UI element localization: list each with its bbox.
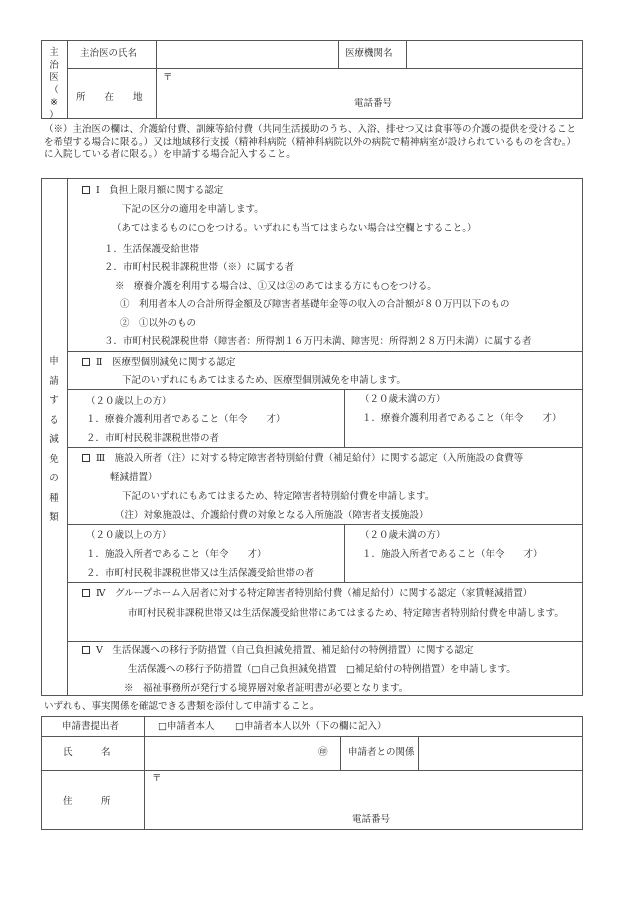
section-1-line: ② ①以外のもの [120,318,197,329]
section-3-checkbox[interactable] [82,454,90,462]
section-2-over20-item: １．療養介護利用者であること（年令 才） [86,414,286,425]
submitter-row-divider [41,736,583,737]
section-1-line: ① 利用者本人の合計所得金額及び障害者基礎年金等の収入の合計額が８０万円以下のもの [120,299,510,310]
section-2-checkbox[interactable] [82,358,90,366]
section-divider [67,447,583,448]
section-3-title: Ⅲ 施設入所者（注）に対する特定障害者特別給付費（補足給付）に関する認定（入所施設の食費等 [82,453,523,465]
submitter-phone-label: 電話番号 [352,814,391,825]
section-1-line: １．生活保護受給世帯 [104,244,200,255]
submitter-col-divider [418,736,419,770]
institution-label: 医療機関名 [345,48,393,59]
section-4-checkbox[interactable] [82,589,90,597]
section-divider [67,351,583,352]
section-divider [67,641,583,642]
section-4-title: Ⅳ グループホーム入居者に対する特定障害者特別給付費（補足給付）に関する認定（家賃軽減措置） [82,588,532,600]
doctor-col-divider [67,40,68,119]
section-2-under20-item: １．療養介護利用者であること（年令 才） [362,413,562,424]
relation-label: 申請者との関係 [348,747,415,758]
section-5-note: ※ 福祉事務所が発行する境界層対象者証明書が必要となります。 [124,683,409,694]
institution-field[interactable] [408,41,582,67]
section-divider [67,582,583,583]
submitter-option-other[interactable]: □申請者本人以外（下の欄に記入） [235,721,387,732]
doctor-col-divider [338,40,339,68]
doctor-side-label: 主 治 医 （ ※ ） [49,47,59,121]
section-1-checkbox[interactable] [82,186,90,194]
doctor-row-divider [67,68,583,69]
section-1-line: 下記の区分の適用を申請します。 [122,204,264,215]
section-2-line: 下記のいずれにもあてはまるため、医療型個別減免を申請します。 [122,375,406,386]
section-5-line: 生活保護への移行予防措置（□自己負担減免措置 □補足給付の特例措置）を申請します。 [128,664,516,675]
reduction-side-label: 申 請 す る 減 免 の 種 類 [49,356,59,523]
section-4-line: 市町村民税非課税世帯又は生活保護受給世帯にあてはまるため、特定障害者特別給付費を申請します。 [128,608,564,619]
section-1-line: ※ 療養介護を利用する場合は、①又は②のあてはまる方にも○をつける。 [115,281,437,292]
section-3-line: 下記のいずれにもあてはまるため、特定障害者特別給付費を申請します。 [122,491,435,502]
seal-mark: ㊞ [318,747,328,758]
doctor-note: （※）主治医の欄は、介護給付費、訓練等給付費（共同生活援助のうち、入浴、排せつ又は食事等の介護の提供を受けることを希望する場合に限る。）又は地域移行支援（精神科病院（精神科病院以外の病院で精神病室が設けられているものを含む。）に入院している者に限る。）を申請する場合記入すること。 [44,124,577,160]
section-2-over20-label: （２０歳以上の方） [86,396,172,407]
submitter-option-self[interactable]: □申請者本人 [158,721,215,732]
section-5-checkbox[interactable] [82,646,90,654]
doctor-phone-label: 電話番号 [354,98,393,109]
doctor-col-divider [406,40,407,68]
section-2-subdivider [67,389,583,390]
submitter-col-divider [144,716,145,830]
submitter-name-label: 氏 名 [63,747,111,758]
doctor-name-label: 主治医の氏名 [80,48,138,59]
doctor-address-label: 所 在 地 [76,92,143,103]
section-1-title: Ⅰ 負担上限月額に関する認定 [82,185,223,197]
section-1-line: ３．市町村民税課税世帯（障害者：所得割１６万円未満、障害児：所得割２８万円未満）に属する者 [104,336,532,347]
section-2-subdivider [344,389,345,447]
submitter-address-label: 住 所 [63,796,111,807]
section-3-subdivider [344,524,345,582]
doctor-address-field[interactable] [158,70,582,118]
section-3-note: （注）対象施設は、介護給付費の対象となる入所施設（障害者支援施設） [115,510,429,521]
submitter-label: 申請書提出者 [62,721,120,732]
section-3-over20-label: （２０歳以上の方） [86,530,172,541]
section-1-line: ２．市町村民税非課税世帯（※）に属する者 [104,262,295,273]
submitter-row-divider [41,770,583,771]
section-3-title-cont: 軽減措置） [110,472,158,483]
section-3-under20-item: １．施設入所者であること（年令 才） [362,549,543,560]
section-5-title: Ⅴ 生活保護への移行予防措置（自己負担減免措置、補足給付の特例措置）に関する認定 [82,645,473,657]
doctor-col-divider [156,40,157,119]
submitter-name-field[interactable] [146,738,314,769]
submitter-col-divider [340,736,341,770]
section-3-over20-item: ２．市町村民税非課税世帯又は生活保護受給世帯の者 [86,568,315,579]
doctor-postal-mark: 〒 [163,72,173,83]
reduction-col-divider [67,178,68,696]
section-3-under20-label: （２０歳未満の方） [360,530,446,541]
section-2-over20-item: ２．市町村民税非課税世帯の者 [86,433,220,444]
section-1-line: （あてはまるものに○をつける。いずれにも当てはまらない場合は空欄とすること。） [112,223,477,234]
section-2-under20-label: （２０歳未満の方） [360,394,446,405]
relation-field[interactable] [420,738,582,769]
attach-note: いずれも、事実関係を確認できる書類を添付して申請すること。 [44,701,320,712]
section-2-title: Ⅱ 医療型個別減免に関する認定 [82,357,235,369]
section-3-subdivider [67,524,583,525]
submitter-postal-mark: 〒 [152,773,162,784]
section-3-over20-item: １．施設入所者であること（年令 才） [86,549,267,560]
doctor-name-field[interactable] [158,41,337,67]
